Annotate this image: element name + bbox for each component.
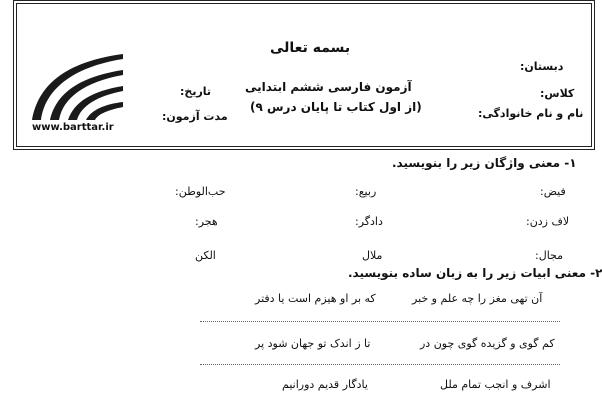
q1-word: فیض:: [540, 185, 566, 198]
class-label: کلاس:: [540, 87, 575, 100]
q2-verse-right: اشرف و انجب تمام ملل: [440, 378, 551, 391]
answer-line: [200, 321, 560, 322]
q2-verse-right: آن تهی مغز را چه علم و خبر: [412, 292, 543, 305]
bismillah: بسمه تعالی: [270, 40, 351, 56]
q1-word: لاف زدن:: [526, 215, 570, 228]
q1-word: مجال:: [535, 249, 564, 262]
q2-verse-left: که بر او هیزم است یا دفتر: [255, 292, 376, 305]
name-label: نام و نام خانوادگی:: [478, 107, 584, 120]
q1-word: دادگر:: [355, 215, 383, 228]
school-label: دبستان:: [520, 60, 564, 73]
barttar-logo-icon: [30, 50, 125, 122]
website-url: www.barttar.ir: [32, 122, 114, 133]
q1-word: حب‌الوطن:: [175, 185, 226, 198]
q1-word: ربیع:: [355, 185, 377, 198]
date-label: تاریخ:: [180, 85, 212, 98]
duration-label: مدت آزمون:: [162, 110, 228, 123]
q1-title: ۱- معنی واژگان زیر را بنویسید.: [392, 156, 577, 170]
q1-word: الکن: [195, 249, 216, 262]
q2-title: ۲- معنی ابیات زیر را به زبان ساده بنویسید.: [348, 266, 602, 280]
exam-range: (از اول کتاب تا پایان درس ۹): [250, 100, 422, 114]
q2-verse-left: یادگار قدیم دورانیم: [282, 378, 368, 391]
answer-line: [200, 364, 560, 365]
q1-word: هجر:: [195, 215, 218, 228]
q2-verse-left: تا ز اندک تو جهان شود پر: [255, 337, 371, 350]
q1-word: ملال: [362, 249, 383, 262]
exam-title: آزمون فارسی ششم ابتدایی: [245, 80, 412, 94]
q2-verse-right: کم گوی و گزیده گوی چون در: [420, 337, 555, 350]
